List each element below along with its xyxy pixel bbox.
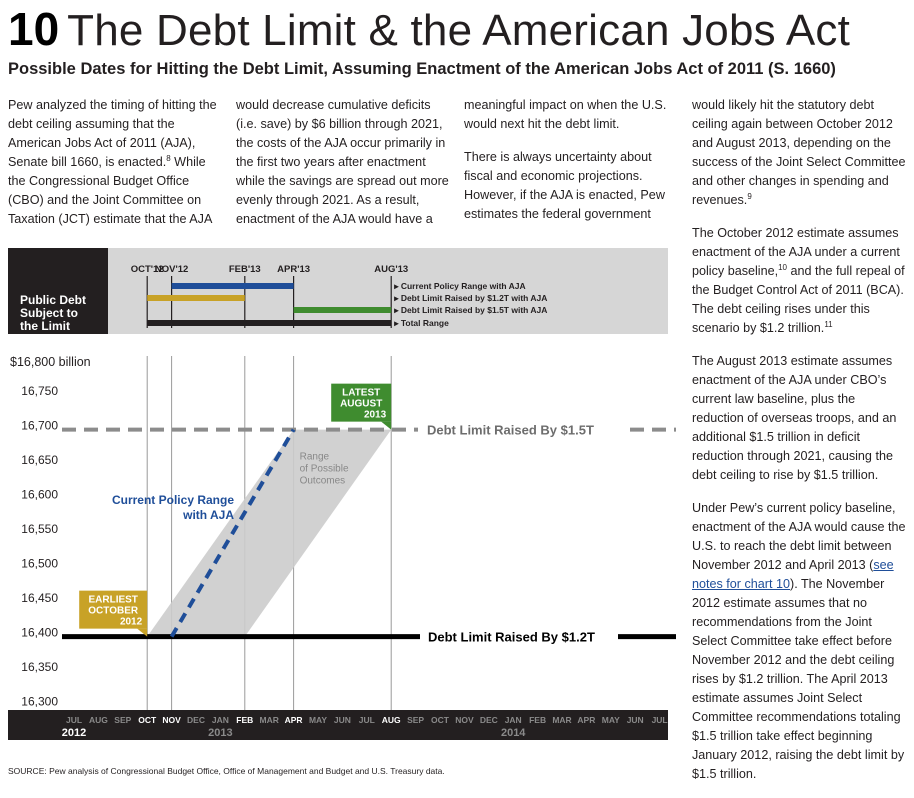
title-text: The Debt Limit & the American Jobs Act: [67, 6, 851, 55]
month-tick-label: MAR: [552, 715, 572, 725]
col2-text: would decrease cumulative deficits (i.e. save) by $6 billion through 2021, the costs of the AJA occur primarily in the first two years after enactment while the savings are spread out more evenly through 2021. As a result, enactment of the AJA would have a: [236, 98, 449, 226]
latest-label-1: LATEST: [342, 387, 381, 399]
footnote-ref: 9: [747, 191, 752, 201]
text-column-2: [236, 96, 450, 229]
month-tick-label: NOV: [455, 715, 474, 725]
earliest-label-3: 2012: [119, 616, 143, 628]
earliest-label-2: OCTOBER: [88, 605, 139, 617]
range-band-label-3: Outcomes: [299, 475, 346, 487]
debt-limit-1-5t-label: Debt Limit Raised By $1.5T: [427, 422, 594, 438]
timeline-date-label: AUG'13: [374, 264, 409, 275]
footnote-ref: 11: [824, 319, 833, 329]
earliest-label-1: EARLIEST: [88, 594, 138, 606]
month-tick-label: APR: [284, 715, 303, 725]
range-band-label-1: Range: [299, 451, 330, 463]
timeline-bar: [147, 295, 245, 301]
col1-tail: While the Congressional Budget Office (CBO) and the Joint Committee on Taxation (JCT) estimate that the AJA: [8, 155, 213, 226]
month-tick-label: JUL: [65, 715, 83, 725]
month-tick-label: JUN: [333, 715, 351, 725]
month-tick-label: MAY: [308, 715, 328, 725]
year-label: 2014: [500, 727, 526, 739]
y-tick-label: 16,450: [21, 591, 58, 605]
source-note: SOURCE: Pew analysis of Congressional Budget Office, Office of Management and Budget and U.S. Treasury data.: [8, 766, 445, 776]
y-axis-unit-label: $16,800 billion: [10, 355, 91, 369]
month-tick-label: DEC: [187, 715, 205, 725]
month-tick-label: JUL: [651, 715, 668, 725]
range-band: [147, 430, 391, 637]
current-policy-label-1: Current Policy Range: [111, 493, 234, 507]
col4-p4b: ). The November 2012 estimate assumes that no recommendations from the Joint Select Committee take effect before November 2012 and the debt ceiling rises by $1.2 trillion. The April 2013 estimate assumes Joint Select Committee recommendations totaling $1.5 trillion take effect beginning January 2012, raising the debt limit by $1.5 trillion.: [692, 577, 905, 781]
text-column-1: [8, 96, 218, 229]
col4-p2b: and the full repeal of the Budget Control Act of 2011 (BCA). The debt ceiling rises under this scenario by $1.2 trillion.: [692, 264, 905, 335]
month-tick-label: APR: [577, 715, 596, 725]
month-tick-label: JUN: [626, 715, 644, 725]
y-tick-label: 16,300: [21, 694, 58, 709]
month-tick-label: SEP: [114, 715, 132, 725]
chart-title: [8, 2, 851, 55]
y-tick-label: 16,350: [21, 660, 58, 674]
y-tick-label: 16,750: [21, 384, 58, 398]
month-tick-label: JUL: [358, 715, 375, 725]
timeline-heading-line-2: Subject to: [20, 306, 79, 320]
y-tick-label: 16,650: [21, 453, 58, 467]
month-tick-label: AUG: [88, 715, 108, 725]
latest-label-2: AUGUST: [340, 398, 383, 410]
col3-paragraph-1: meaningful impact on when the U.S. would next hit the debt limit.: [464, 98, 667, 131]
month-tick-label: NOV: [162, 715, 181, 725]
month-tick-label: MAY: [601, 715, 620, 725]
latest-label-3: 2013: [363, 409, 387, 421]
col1-text: Pew analyzed the timing of hitting the debt ceiling assuming that the American Jobs Act of 2011 (AJA), Senate bill 1660, is enacted.: [8, 98, 217, 169]
timeline-date-label: NOV'12: [154, 264, 189, 275]
timeline-date-label: OCT'12: [130, 264, 164, 275]
y-tick-label: 16,500: [21, 556, 58, 571]
footnote-ref: 8: [166, 153, 171, 163]
timeline-legend-label: ▸ Total Range: [394, 318, 449, 328]
timeline-date-label: APR'13: [277, 264, 311, 275]
month-tick-label: FEB: [529, 715, 547, 725]
timeline-bar: [294, 307, 392, 313]
y-tick-label: 16,700: [21, 418, 58, 433]
timeline-legend-label: ▸ Current Policy Range with AJA: [394, 281, 526, 291]
timeline-bar: [147, 320, 391, 326]
chart-area: [0, 248, 680, 768]
month-tick-label: OCT: [138, 715, 157, 725]
subtitle: Possible Dates for Hitting the Debt Limit, Assuming Enactment of the American Jobs Act of 2011 (S. 1660): [8, 60, 836, 78]
month-tick-label: JAN: [211, 715, 229, 725]
timeline-legend-label: ▸ Debt Limit Raised by $1.2T with AJA: [394, 293, 548, 303]
y-tick-label: 16,600: [21, 487, 58, 502]
year-label: 2012: [61, 727, 87, 739]
debt-limit-1-2t-label: Debt Limit Raised By $1.2T: [428, 629, 595, 645]
y-tick-label: 16,400: [21, 625, 58, 640]
debt-limit-chart: [0, 248, 680, 768]
current-policy-label-2: with AJA: [183, 508, 234, 522]
timeline-heading-line-3: the Limit: [20, 319, 70, 333]
month-tick-label: DEC: [479, 715, 498, 725]
year-label: 2013: [208, 727, 233, 739]
col3-paragraph-2: There is always uncertainty about fiscal and economic projections. However, if the AJA is enacted, Pew estimates the federal government: [464, 150, 665, 221]
chart-number: 10: [8, 3, 60, 55]
month-tick-label: SEP: [407, 715, 425, 725]
month-tick-label: JAN: [504, 715, 522, 725]
footnote-ref: 10: [778, 262, 788, 272]
month-tick-label: MAR: [259, 715, 279, 725]
col4-p1: would likely hit the statutory debt ceiling again between October 2012 and August 2013, depending on the success of the Joint Select Committee and other changes in spending and revenues.: [692, 98, 906, 207]
col4-p2a: The October 2012 estimate assumes enactment of the AJA under a current policy baseline,: [692, 226, 900, 278]
text-column-4: [692, 96, 908, 798]
timeline-legend-label: ▸ Debt Limit Raised by $1.5T with AJA: [394, 305, 548, 315]
month-tick-label: OCT: [431, 715, 449, 725]
range-band-label-2: of Possible: [299, 463, 349, 475]
text-column-3: [464, 96, 678, 238]
timeline-date-label: FEB'13: [228, 264, 261, 275]
col4-p3: The August 2013 estimate assumes enactment of the AJA under CBO’s current law baseline, plus the reduction of overseas troops, and an additional $1.5 trillion in deficit reduction through 2021, causing the debt ceiling to rise by $1.5 trillion.: [692, 354, 897, 482]
timeline-bar: [172, 283, 294, 289]
timeline-heading-line-1: Public Debt: [20, 293, 87, 307]
col4-p4a: Under Pew’s current policy baseline, enactment of the AJA would cause the U.S. to reach the debt limit between November 2012 and April 2013 (: [692, 501, 906, 572]
month-tick-label: AUG: [381, 715, 401, 725]
notes-link[interactable]: see notes for chart 10: [692, 558, 894, 591]
month-tick-label: FEB: [236, 715, 254, 725]
y-tick-label: 16,550: [21, 522, 58, 536]
